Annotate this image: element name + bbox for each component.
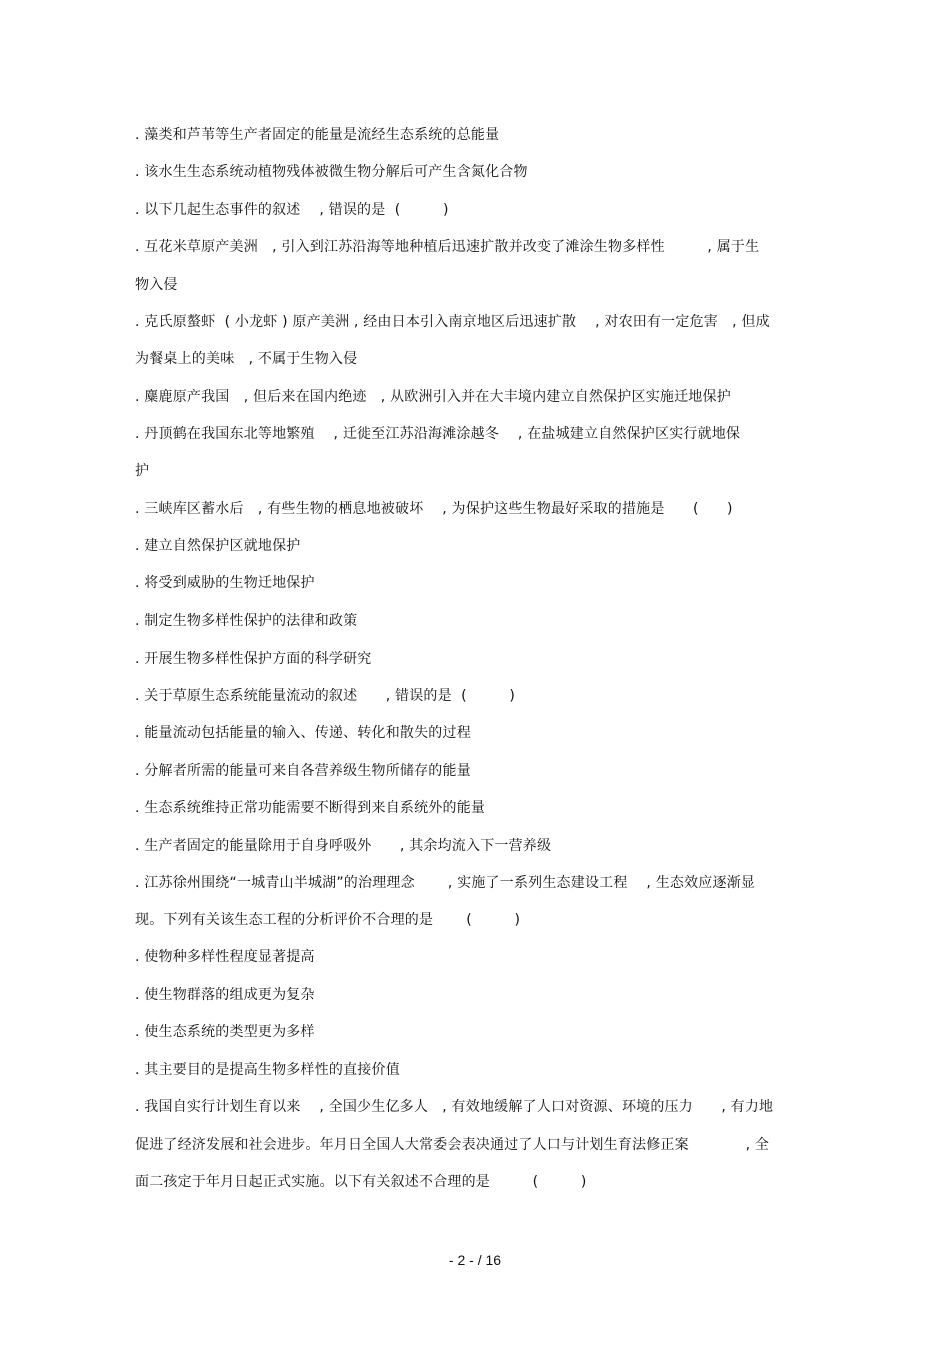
option-line: . 丹顶鹤在我国东北等地繁殖 , 迁徙至江苏沿海滩涂越冬 , 在盐城建立自然保护区实行就地保 xyxy=(135,426,741,442)
page-number: - 2 - / 16 xyxy=(448,1252,502,1268)
option-line: . 开展生物多样性保护方面的科学研究 xyxy=(135,651,372,667)
option-line: . 其主要目的是提高生物多样性的直接价值 xyxy=(135,1062,400,1078)
text-line: . 该水生生态系统动植物残体被微生物分解后可产生含氮化合物 xyxy=(135,164,528,180)
option-line: . 使物种多样性程度显著提高 xyxy=(135,949,315,965)
question-stem-continued: 面二孩定于年月日起正式实施。以下有关叙述不合理的是 ( ) xyxy=(135,1174,587,1190)
question-stem: . 三峡库区蓄水后 , 有些生物的栖息地被破坏 , 为保护这些生物最好采取的措施是 ( ) xyxy=(135,501,733,517)
option-line-continued: 为餐桌上的美味 , 不属于生物入侵 xyxy=(135,351,358,367)
option-line: . 分解者所需的能量可来自各营养级生物所储存的能量 xyxy=(135,763,471,779)
text-line: . 藻类和芦苇等生产者固定的能量是流经生态系统的总能量 xyxy=(135,127,500,143)
option-line: . 互花米草原产美洲 , 引入到江苏沿海等地种植后迅速扩散并改变了滩涂生物多样性 , 属于生 xyxy=(135,239,760,255)
option-line: . 克氏原螯虾 ( 小龙虾 ) 原产美洲 , 经由日本引入南京地区后迅速扩散 , 对农田有一定危害 , 但成 xyxy=(135,314,770,330)
option-line: . 生态系统维持正常功能需要不断得到来自系统外的能量 xyxy=(135,800,486,816)
option-line-continued: 护 xyxy=(135,463,150,479)
question-stem-continued: 促进了经济发展和社会进步。年月日全国人大常委会表决通过了人口与计划生育法修正案 , 全 xyxy=(135,1137,770,1153)
option-line-continued: 物入侵 xyxy=(135,277,178,293)
question-stem: . 关于草原生态系统能量流动的叙述 , 错误的是 ( ) xyxy=(135,688,516,704)
option-line: . 制定生物多样性保护的法律和政策 xyxy=(135,613,358,629)
question-stem-continued: 现。下列有关该生态工程的分析评价不合理的是 ( ) xyxy=(135,912,521,928)
option-line: . 生产者固定的能量除用于自身呼吸外 , 其余均流入下一营养级 xyxy=(135,838,552,854)
option-line: . 使生态系统的类型更为多样 xyxy=(135,1024,315,1040)
question-stem: . 我国自实行计划生育以来 , 全国少生亿多人 , 有效地缓解了人口对资源、环境的压力 , 有力地 xyxy=(135,1099,774,1115)
question-stem: . 江苏徐州围绕“一城青山半城湖”的治理理念 , 实施了一系列生态建设工程 , 生态效应逐渐显 xyxy=(135,875,756,891)
option-line: . 建立自然保护区就地保护 xyxy=(135,538,301,554)
option-line: . 麋鹿原产我国 , 但后来在国内绝迹 , 从欧洲引入并在大丰境内建立自然保护区实施迁地保护 xyxy=(135,389,731,405)
option-line: . 使生物群落的组成更为复杂 xyxy=(135,987,315,1003)
option-line: . 能量流动包括能量的输入、传递、转化和散失的过程 xyxy=(135,725,471,741)
question-stem: . 以下几起生态事件的叙述 , 错误的是 ( ) xyxy=(135,202,449,218)
option-line: . 将受到威胁的生物迁地保护 xyxy=(135,575,315,591)
